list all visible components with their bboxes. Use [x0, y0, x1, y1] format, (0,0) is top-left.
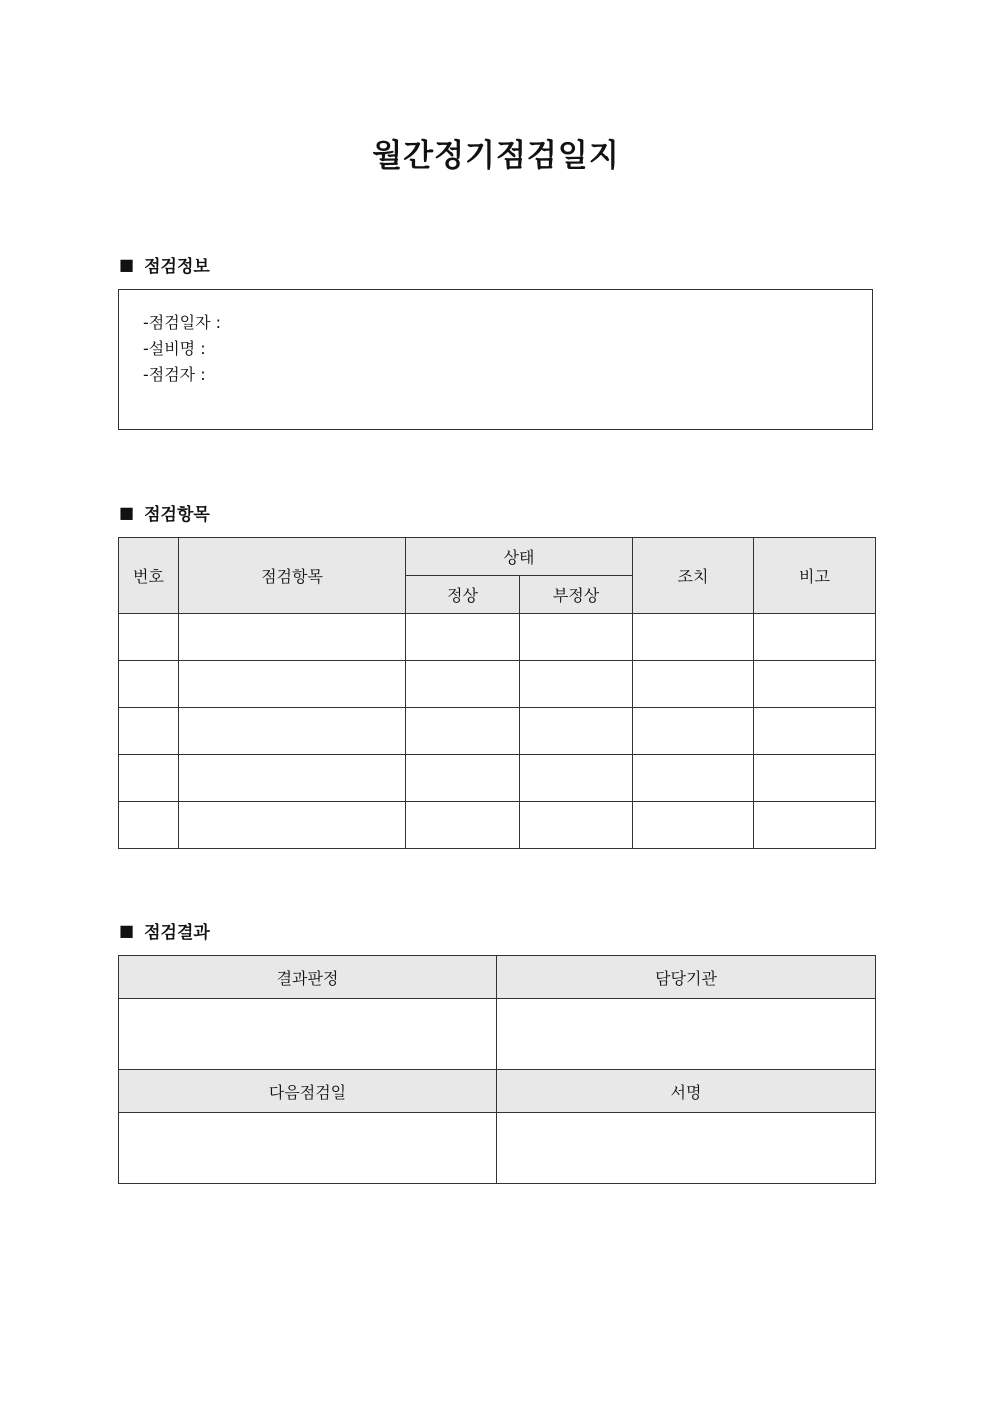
cell-item[interactable]	[179, 802, 406, 849]
section-heading-items	[119, 500, 210, 525]
section-title: 점검결과	[144, 923, 210, 943]
cell-item[interactable]	[179, 755, 406, 802]
page-title: 월간정기점검일지	[372, 138, 620, 174]
header-normal: 정상	[406, 576, 520, 614]
cell-remarks[interactable]	[754, 802, 876, 849]
table-header-row	[119, 538, 876, 576]
inspector-line: -점검자 :	[143, 365, 206, 384]
table-row	[119, 802, 876, 849]
square-bullet-icon: ■	[119, 255, 135, 274]
header-judgment: 결과판정	[119, 956, 497, 999]
cell-number[interactable]	[119, 802, 179, 849]
cell-number[interactable]	[119, 661, 179, 708]
section-heading-results	[119, 918, 210, 943]
cell-remarks[interactable]	[754, 708, 876, 755]
cell-normal[interactable]	[406, 755, 520, 802]
cell-judgment[interactable]	[119, 999, 497, 1070]
section-title: 점검항목	[144, 505, 210, 525]
square-bullet-icon: ■	[119, 503, 135, 522]
inspection-date-line: -점검일자 :	[143, 313, 222, 332]
cell-action[interactable]	[633, 661, 754, 708]
cell-normal[interactable]	[406, 614, 520, 661]
section-heading-info	[119, 252, 210, 277]
results-value-row	[119, 1113, 876, 1184]
cell-item[interactable]	[179, 661, 406, 708]
table-row	[119, 708, 876, 755]
inspection-results-table	[118, 955, 876, 1184]
header-item: 점검항목	[179, 538, 406, 614]
cell-next-date[interactable]	[119, 1113, 497, 1184]
inspection-info-box	[118, 289, 873, 430]
results-header-row	[119, 1070, 876, 1113]
table-row	[119, 755, 876, 802]
cell-agency[interactable]	[497, 999, 876, 1070]
header-signature: 서명	[497, 1070, 876, 1113]
cell-abnormal[interactable]	[520, 614, 633, 661]
cell-number[interactable]	[119, 755, 179, 802]
cell-number[interactable]	[119, 708, 179, 755]
header-remarks: 비고	[754, 538, 876, 614]
table-row	[119, 661, 876, 708]
cell-abnormal[interactable]	[520, 755, 633, 802]
header-number: 번호	[119, 538, 179, 614]
cell-action[interactable]	[633, 708, 754, 755]
cell-item[interactable]	[179, 614, 406, 661]
header-next-date: 다음점검일	[119, 1070, 497, 1113]
cell-item[interactable]	[179, 708, 406, 755]
cell-normal[interactable]	[406, 708, 520, 755]
cell-remarks[interactable]	[754, 614, 876, 661]
square-bullet-icon: ■	[119, 921, 135, 940]
cell-remarks[interactable]	[754, 661, 876, 708]
cell-abnormal[interactable]	[520, 802, 633, 849]
results-header-row	[119, 956, 876, 999]
cell-signature[interactable]	[497, 1113, 876, 1184]
header-agency: 담당기관	[497, 956, 876, 999]
cell-abnormal[interactable]	[520, 708, 633, 755]
section-title: 점검정보	[144, 257, 210, 277]
cell-normal[interactable]	[406, 661, 520, 708]
results-value-row	[119, 999, 876, 1070]
cell-action[interactable]	[633, 802, 754, 849]
header-action: 조치	[633, 538, 754, 614]
inspection-items-table	[118, 537, 876, 849]
table-row	[119, 614, 876, 661]
cell-remarks[interactable]	[754, 755, 876, 802]
cell-action[interactable]	[633, 755, 754, 802]
header-status: 상태	[406, 538, 633, 576]
equipment-name-line: -설비명 :	[143, 339, 206, 358]
cell-number[interactable]	[119, 614, 179, 661]
cell-normal[interactable]	[406, 802, 520, 849]
cell-action[interactable]	[633, 614, 754, 661]
cell-abnormal[interactable]	[520, 661, 633, 708]
header-abnormal: 부정상	[520, 576, 633, 614]
